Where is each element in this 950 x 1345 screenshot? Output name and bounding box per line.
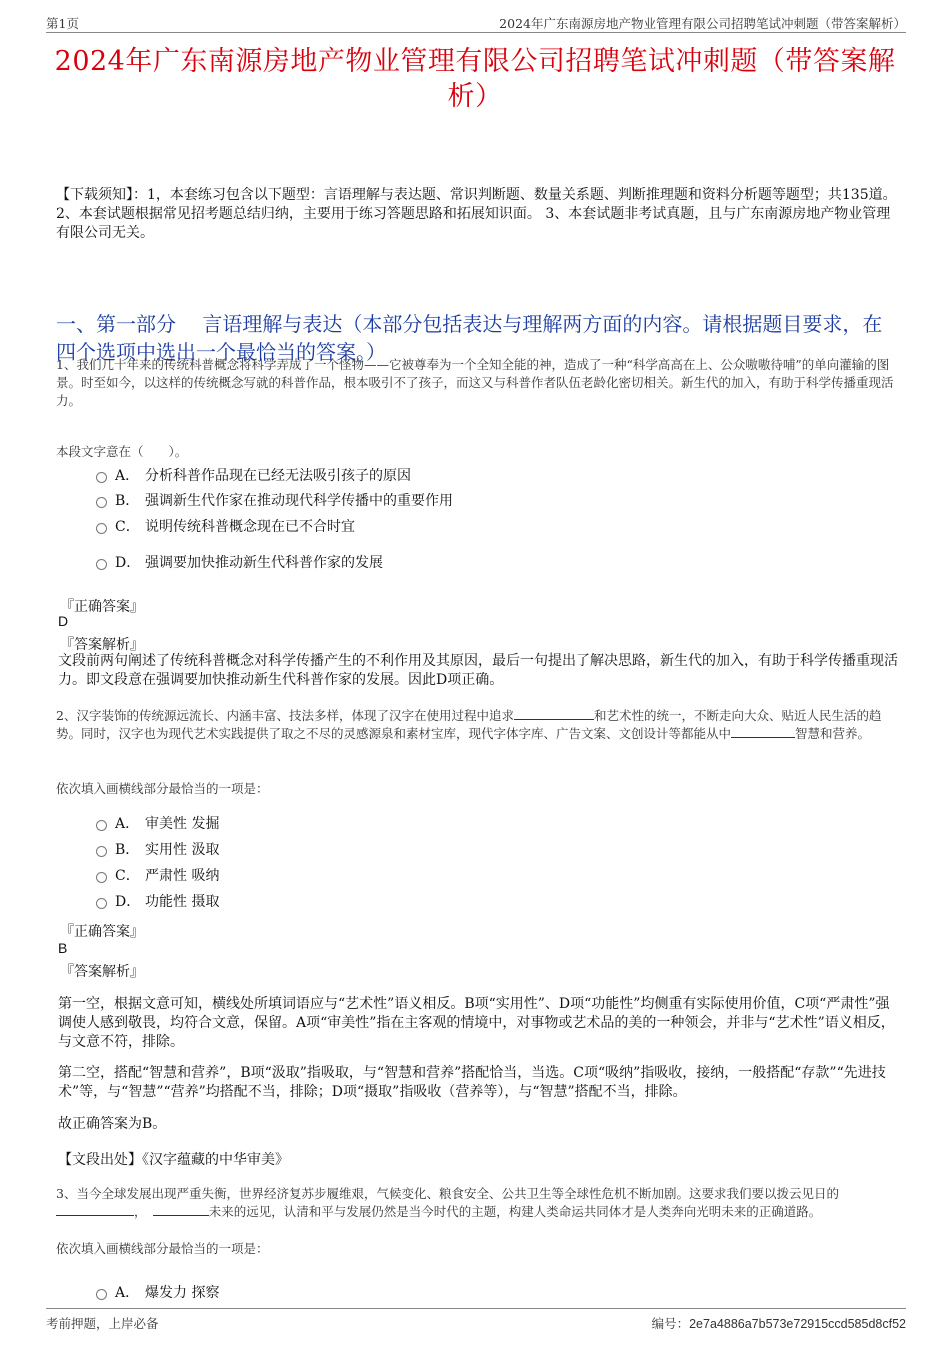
q1-analysis: 文段前两句阐述了传统科普概念对科学传播产生的不利作用及其原因，最后一句提出了解决思路，新生代的加入，有助于科学传播重现活力。即文段意在强调要加快推动新生代科普作家的发展。因此D项正确。 — [58, 653, 898, 688]
footer-slogan: 考前押题，上岸必备 — [46, 1316, 159, 1331]
document-title: 2024年广东南源房地产物业管理有限公司招聘笔试冲刺题（带答案解析） — [54, 46, 896, 112]
q2-analysis-1: 第一空，根据文意可知，横线处所填词语应与“艺术性”语义相反。B项“实用性”、D项“功能性”均侧重有实际使用价值，C项“严肃性”强调使人感到敬畏，均符合文意，保留。A项“审美性”指在主客观的情境中，对事物或艺术品的美的一种领会，并非与“艺术性”语义相反，与文意不符，排除。 — [58, 996, 895, 1050]
q1-option-c[interactable]: C． 说明传统科普概念现在已不合时宜 — [96, 517, 355, 537]
radio-icon[interactable] — [96, 523, 107, 534]
page-footer — [46, 1308, 906, 1331]
q2-option-b[interactable]: B． 实用性 汲取 — [96, 840, 219, 860]
radio-icon[interactable] — [96, 820, 107, 831]
footer-code: 编号：2e7a4886a7b573e72915ccd585d8cf52 — [651, 1316, 906, 1331]
q1-answer: D — [58, 613, 69, 629]
q2-answer-label: 『正确答案』 — [60, 924, 144, 940]
question-2-stem: 2、汉字装饰的传统源远流长、内涵丰富、技法多样，体现了汉字在使用过程中追求 和艺术性的统一，不断走向大众、贴近人民生活的趋势。同时，汉字也为现代艺术实践提供了取之不尽的灵感源泉和素材宝库，现代字体字库、广告文案、文创设计等都能从中 智慧和营养。 — [56, 708, 882, 741]
q2-option-a[interactable]: A． 审美性 发掘 — [96, 814, 219, 834]
q2-analysis-2: 第二空，搭配“智慧和营养”，B项“汲取”指吸取，与“智慧和营养”搭配恰当，当选。C项“吸纳”指吸收，接纳，一般搭配“存款”“先进技术”等，与“智慧”“营养”均搭配不当，排除；D项“摄取”指吸收（营养等），与“智慧”搭配不当，排除。 — [58, 1065, 886, 1100]
q3-option-a[interactable]: A． 爆发力 探察 — [96, 1283, 219, 1303]
blank-line — [731, 725, 795, 738]
q1-answer-label: 『正确答案』 — [60, 599, 144, 615]
q2-option-c[interactable]: C． 严肃性 吸纳 — [96, 866, 219, 886]
blank-line — [56, 1203, 134, 1216]
radio-icon[interactable] — [96, 872, 107, 883]
q2-option-d[interactable]: D． 功能性 摄取 — [96, 892, 219, 912]
radio-icon[interactable] — [96, 1289, 107, 1300]
radio-icon[interactable] — [96, 898, 107, 909]
radio-icon[interactable] — [96, 497, 107, 508]
page-number: 第1页 — [46, 16, 79, 31]
q1-option-b[interactable]: B． 强调新生代作家在推动现代科学传播中的重要作用 — [96, 491, 453, 511]
q1-option-d[interactable]: D． 强调要加快推动新生代科普作家的发展 — [96, 553, 383, 573]
q2-answer: B — [58, 940, 68, 956]
q2-analysis-label: 『答案解析』 — [60, 964, 144, 980]
question-3-stem: 3、当今全球发展出现严重失衡，世界经济复苏步履维艰，气候变化、粮食安全、公共卫生等全球性危机不断加剧。这要求我们要以拨云见日的 ， 未来的远见，认清和平与发展仍然是当今时代的主题，构建人类命运共同体才是人类奔向光明未来的正确道路。 — [56, 1186, 839, 1219]
download-notice: 【下载须知】：1，本套练习包含以下题型：言语理解与表达题、常识判断题、数量关系题、判断推理题和资料分析题等题型；共135道。 2、本套试题根据常见招考题总结归纳，主要用于练习答题思路和拓展知识面。 3、本套试题非考试真题，且与广东南源房地产物业管理有限公司无关。 — [56, 187, 897, 241]
question-3-prompt: 依次填入画横线部分最恰当的一项是： — [56, 1241, 269, 1256]
q2-analysis-3: 故正确答案为B。 — [58, 1116, 167, 1132]
header-doc-title: 2024年广东南源房地产物业管理有限公司招聘笔试冲刺题（带答案解析） — [499, 16, 906, 31]
q1-analysis-label: 『答案解析』 — [60, 637, 144, 653]
q1-option-a[interactable]: A． 分析科普作品现在已经无法吸引孩子的原因 — [96, 466, 411, 486]
radio-icon[interactable] — [96, 846, 107, 857]
question-1-prompt: 本段文字意在（ ）。 — [56, 444, 188, 459]
question-1-stem: 1、我们几十年来的传统科普概念将科学弄成了一个怪物——它被尊奉为一个全知全能的神，造成了一种“科学高高在上、公众嗷嗷待哺”的单向灌输的图景。时至如今，以这样的传统概念写就的科普作品，根本吸引不了孩子，而这又与科普作者队伍老龄化密切相关。新生代的加入，有助于科学传播重现活力。 — [56, 357, 894, 408]
radio-icon[interactable] — [96, 472, 107, 483]
question-2-prompt: 依次填入画横线部分最恰当的一项是： — [56, 781, 269, 796]
blank-line — [514, 707, 594, 720]
section-heading: 一、第一部分 言语理解与表达（本部分包括表达与理解两方面的内容。请根据题目要求，在四个选项中选出一个最恰当的答案。） — [56, 312, 883, 364]
page-header — [46, 14, 906, 33]
blank-line — [153, 1203, 209, 1216]
q2-source: 【文段出处】《汉字蕴藏的中华审美》 — [58, 1152, 289, 1168]
radio-icon[interactable] — [96, 559, 107, 570]
